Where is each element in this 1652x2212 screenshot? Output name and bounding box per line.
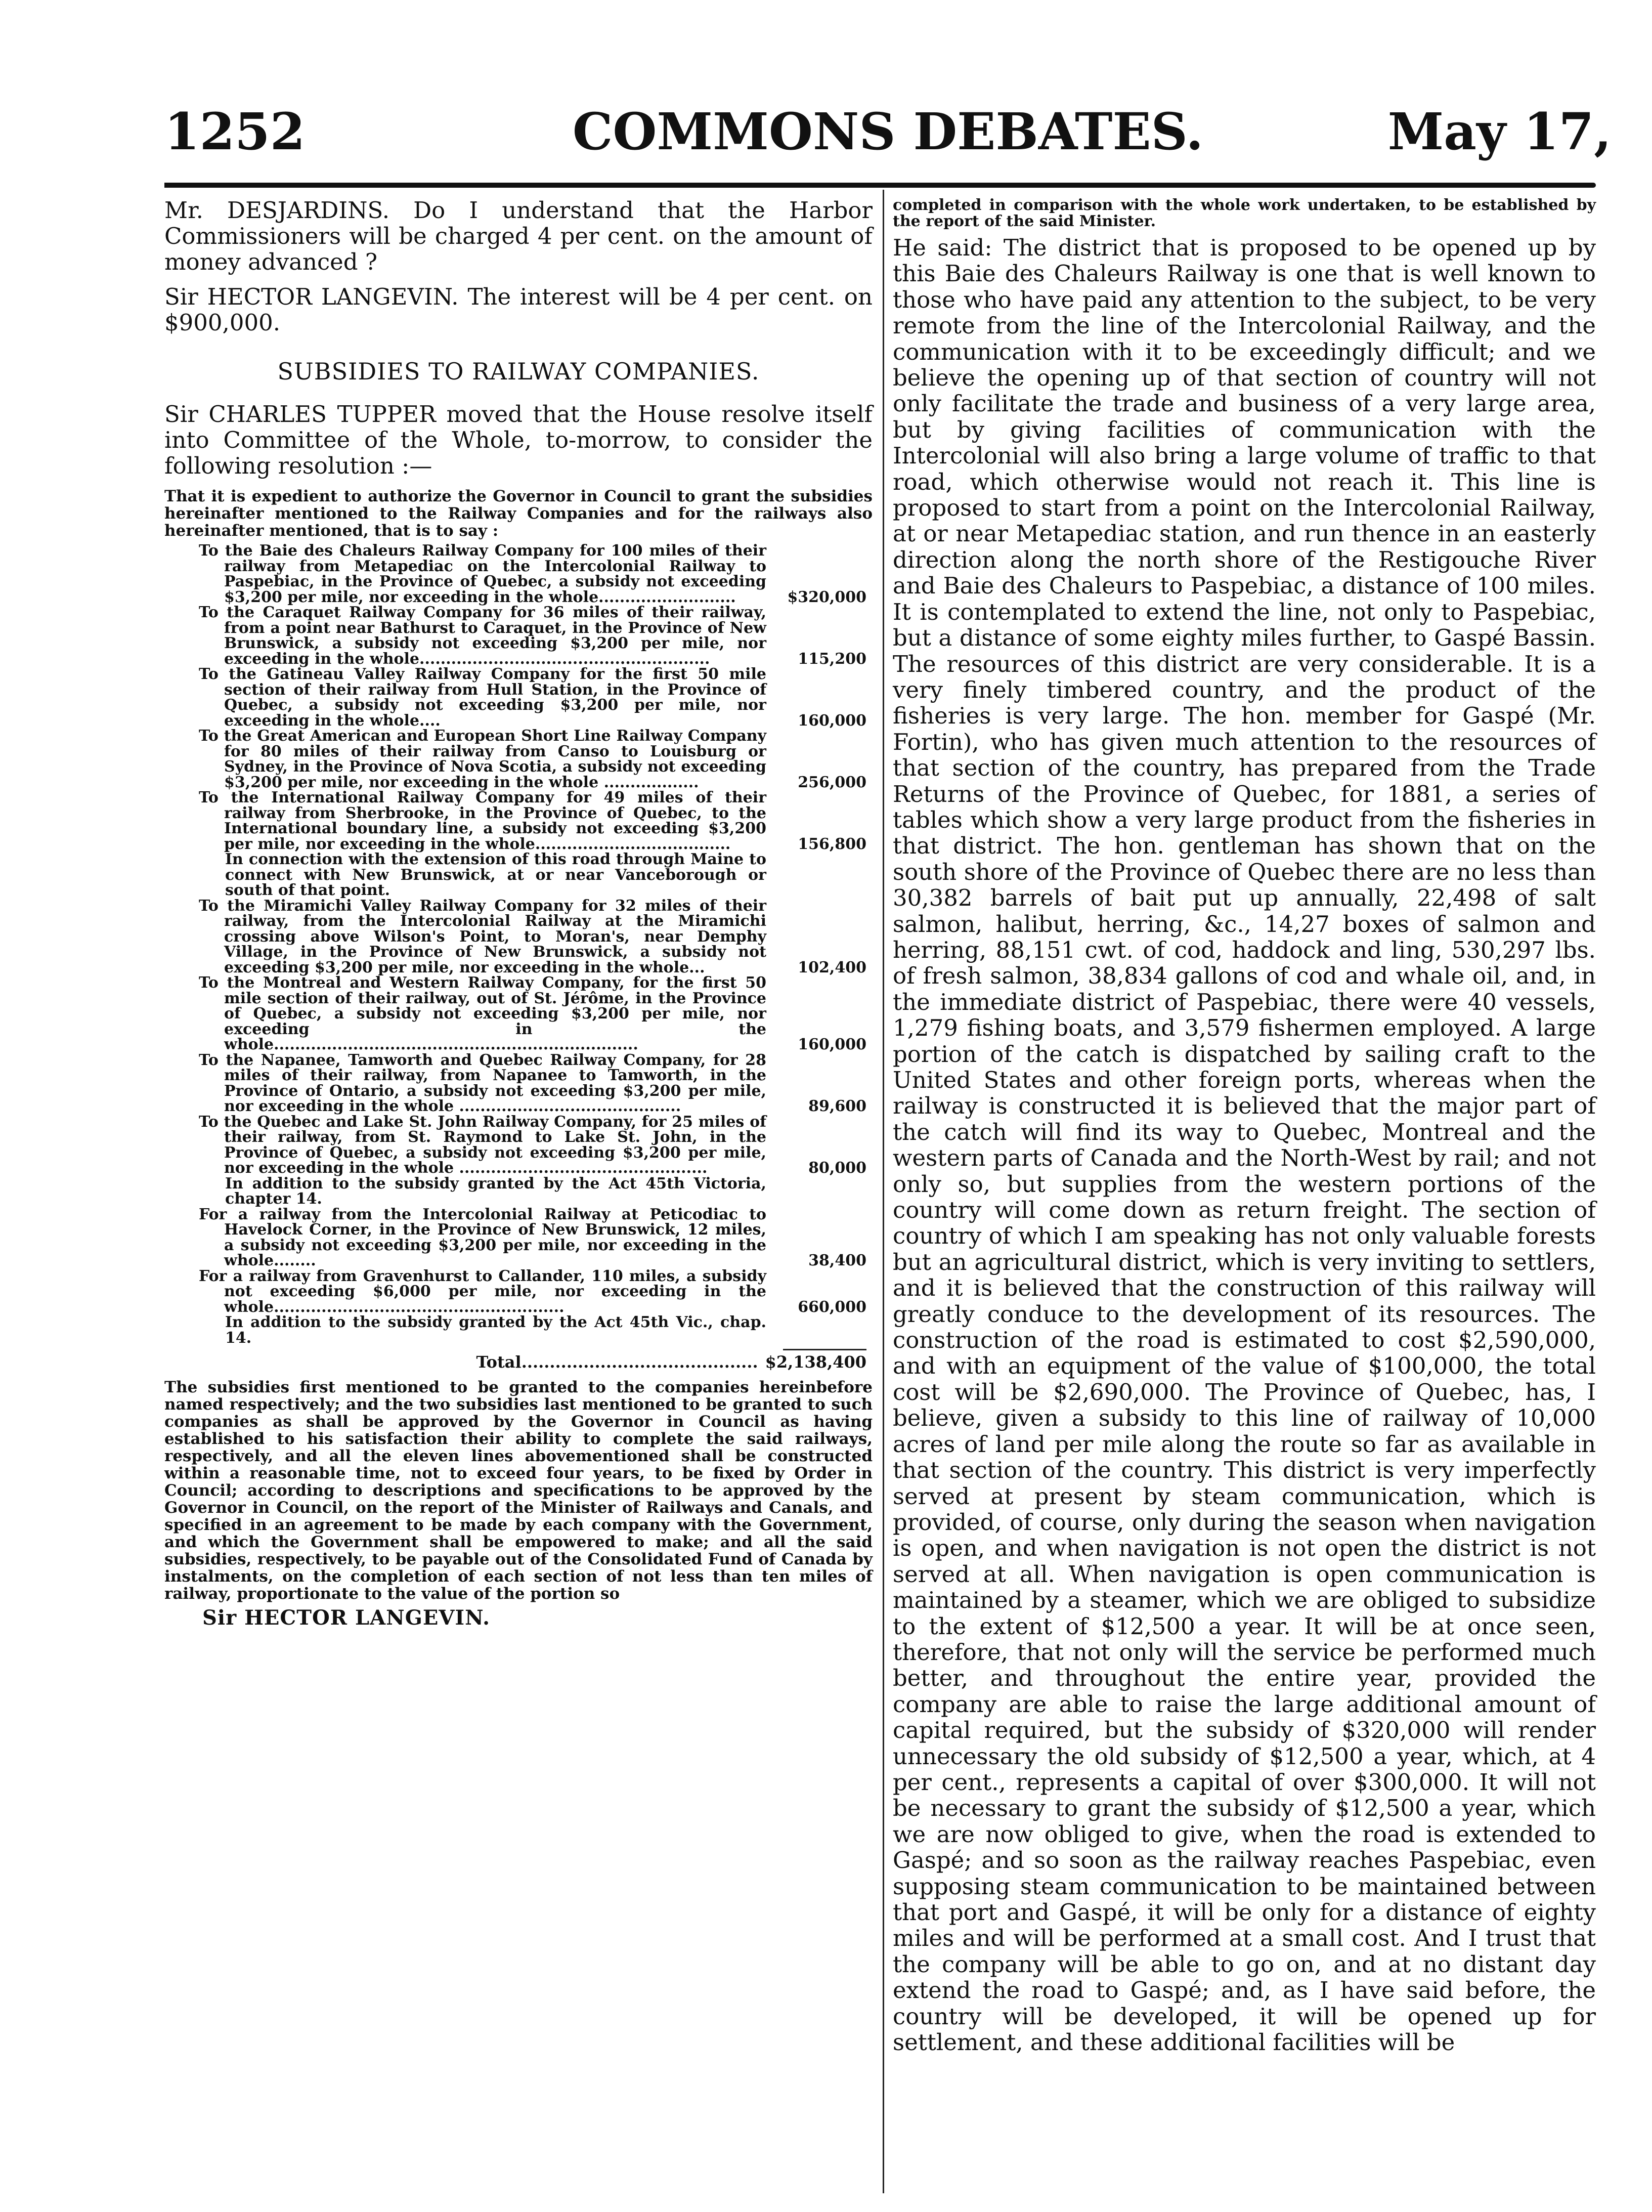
subsidy-amount: 660,000 bbox=[798, 1298, 866, 1316]
page-header bbox=[164, 104, 1612, 172]
total-amount: $2,138,400 bbox=[765, 1352, 866, 1372]
subsidy-description: To the Napanee, Tamworth and Quebec Railway Company, for 28 miles of their railway, from Napanee to Tamworth, in the Province of Ontario, a subsidy not exceeding $3,200 per mile, nor exceeding in the whole .......................................... bbox=[199, 1051, 766, 1115]
subsidy-description: To the Montreal and Western Railway Company, for the first 50 mile section of their railway, out of St. Jérôme, in the Province of Quebec, a subsidy not exceeding $3,200 per mile, nor exceeding in the whole..................................................................... bbox=[199, 974, 766, 1053]
signature: Sir HECTOR LANGEVIN. bbox=[202, 1606, 491, 1630]
page-number: 1252 bbox=[164, 102, 306, 161]
subsidy-note: In addition to the subsidy granted by the Act 45th Victoria, chapter 14. bbox=[225, 1174, 766, 1208]
subsidy-item bbox=[164, 729, 873, 790]
subsidy-item bbox=[164, 1207, 873, 1269]
column-divider bbox=[883, 190, 884, 2193]
subsidy-amount: 156,800 bbox=[798, 835, 866, 853]
speech-langevin: Sir HECTOR LANGEVIN. The interest will be 4 per cent. on $900,000. bbox=[164, 283, 873, 336]
publication-title: COMMONS DEBATES. bbox=[572, 102, 1204, 161]
subsidy-amount: $320,000 bbox=[787, 588, 866, 606]
subsidy-item bbox=[164, 790, 873, 852]
speech-body: He said: The district that is proposed to be opened up by this Baie des Chaleurs Railway is one that is well known to those who have paid any attention to the subject, to be very remote from the line of the Intercolonial Railway, and the communication with it to be exceedingly difficult; and we believe the opening up of that section of country will not only facilitate the trade and business of a very large area, but by giving facilities of communication with the Intercolonial will also bring a large volume of traffic to that road, which otherwise would not reach it. This line is proposed to start from a point on the Intercolonial Railway, at or near Metapediac station, and run thence in an easterly direction along the north shore of the Restigouche River and Baie des Chaleurs to Paspebiac, a distance of 100 miles. It is contemplated to extend the line, not only to Paspebiac, but a distance of some eighty miles further, to Gaspé Bassin. The resources of this district are very considerable. It is a very finely timbered country, and the product of the fisheries is very large. The hon. member for Gaspé (Mr. Fortin), who has given much attention to the resources of that section of the country, has prepared from the Trade Returns of the Province of Quebec, for 1881, a series of tables which show a very large product from the fisheries in that district. The hon. gentleman has shown that on the south shore of the Province of Quebec there are no less than 30,382 barrels of bait put up annually, 22,498 of salt salmon, halibut, herring, &c., 14,27 boxes of salmon and herring, 88,151 cwt. of cod, haddock and ling, 530,297 lbs. of fresh salmon, 38,834 gallons of cod and whale oil, and, in the immediate district of Paspebiac, there were 40 vessels, 1,279 fishing boats, and 3,579 fishermen employed. A large portion of the catch is dispatched by sailing craft to the United States and other foreign ports, whereas when the railway is constructed it is believed that the major part of the catch will find its way to Quebec, Montreal and the western parts of Canada and the North-West by rail; and not only so, but supplies from the western portions of the country will come down as return freight. The section of country of which I am speaking has not only valuable forests but an agricultural district, which is very inviting to settlers, and it is believed that the construction of this railway will greatly conduce to the development of its resources. The construction of the road is estimated to cost $2,590,000, and with an equipment of the value of $100,000, the total cost will be $2,690,000. The Province of Quebec, has, I believe, given a subsidy to this line of railway of 10,000 acres of land per mile along the route so far as available in that section of the country. This district is very imperfectly served at present by steam communication, which is provided, of course, only during the season when navigation is open, and when navigation is not open the district is not served at all. When navigation is open communication is maintained by a steamer, which we are obliged to subsidize to the extent of $12,500 a year. It will be at once seen, therefore, that not only will the service be performed much better, and throughout the entire year, provided the company are able to raise the large additional amount of capital required, but the subsidy of $320,000 will render unnecessary the old subsidy of $12,500 a year, which, at 4 per cent., represents a capital of over $300,000. It will not be necessary to grant the subsidy of $12,500 a year, which we are now obliged to give, when the road is extended to Gaspé; and so soon as the railway reaches Paspebiac, even supposing steam communication to be maintained between that port and Gaspé, it will be only for a distance of eighty miles and will be performed at a small cost. And I trust that the company will be able to go on, and at no distant day extend the road to Gaspé; and, as I have said before, the country will be developed, it will be opened up for settlement, and these additional facilities will be bbox=[893, 234, 1596, 2056]
subsidy-amount: 38,400 bbox=[808, 1252, 866, 1269]
subsidy-description: To the Caraquet Railway Company for 36 miles of their railway, from a point near Bathurst to Caraquet, in the Province of New Brunswick, a subsidy not exceeding $3,200 per mile, nor exceeding in the whole....................................................... bbox=[199, 604, 766, 668]
subsidy-amount: 160,000 bbox=[798, 711, 866, 730]
subsidy-item bbox=[164, 975, 873, 1053]
left-column bbox=[164, 197, 873, 1630]
subsidy-description: For a railway from the Intercolonial Railway at Peticodiac to Havelock Corner, in the Province of New Brunswick, 12 miles, a subsidy not exceeding $3,200 per mile, nor exceeding in the whole........ bbox=[199, 1205, 766, 1269]
subsidy-item bbox=[164, 667, 873, 729]
resolution-closing: The subsidies first mentioned to be granted to the companies hereinbefore named respectively; and the two subsidies last mentioned to be granted to such companies as shall be approved by the Governor in Council as having established to his satisfaction their ability to complete the said railways, respectively, and all the eleven lines abovementioned shall be constructed within a reasonable time, not to exceed four years, to be fixed by Order in Council; according to descriptions and specifications to be approved by the Governor in Council, on the report of the Minister of Railways and Canals, and specified in an agreement to be made by each company with the Government, and which the Government shall be empowered to make; and all the said subsidies, respectively, to be payable out of the Consolidated Fund of Canada by instalments, on the completion of each section of not less than ten miles of railway, proportionate to the value of the portion so bbox=[164, 1378, 873, 1603]
subsidy-amount: 115,200 bbox=[798, 650, 866, 668]
section-heading: SUBSIDIES TO RAILWAY COMPANIES. bbox=[277, 358, 760, 385]
subsidy-item bbox=[164, 605, 873, 667]
resolution-intro: That it is expedient to authorize the Governor in Council to grant the subsidies hereinafter mentioned to the Railway Companies and for the railways also hereinafter mentioned, that is to say : bbox=[164, 487, 873, 540]
subsidy-description: To the Great American and European Short Line Railway Company for 80 miles of their railway from Canso to Louisburg or Sydney, in the Province of Nova Scotia, a subsidy not exceeding $3,200 per mile, nor exceeding in the whole .................. bbox=[199, 727, 766, 791]
subsidy-item bbox=[164, 1115, 873, 1176]
subsidy-description: To the Miramichi Valley Railway Company for 32 miles of their railway, from the Intercolonial Railway at the Miramichi crossing above Wilson's Point, to Moran's, near Demphy Village, in the Province of New Brunswick, a subsidy not exceeding $3,200 per mile, nor exceeding in the whole... bbox=[199, 897, 766, 976]
subsidy-item bbox=[164, 1269, 873, 1315]
subsidy-item bbox=[164, 899, 873, 976]
resolution-continuation: completed in comparison with the whole work undertaken, to be established by the report of the said Minister. bbox=[893, 196, 1596, 230]
subsidy-description: For a railway from Gravenhurst to Callander, 110 miles, a subsidy not exceeding $6,000 per mile, nor exceeding in the whole....................................................... bbox=[199, 1267, 766, 1316]
right-column bbox=[893, 197, 1596, 2055]
subsidy-amount: 160,000 bbox=[798, 1036, 866, 1053]
subsidy-note: In addition to the subsidy granted by the Act 45th Vic., chap. 14. bbox=[225, 1313, 766, 1347]
subsidy-description: To the Baie des Chaleurs Railway Company for 100 miles of their railway from Metapediac on the Intercolonial Railway to Paspebiac, in the Province of Quebec, a subsidy not exceeding $3,200 per mile, nor exceeding in the whole.......................... bbox=[199, 542, 766, 606]
subsidy-amount: 89,600 bbox=[808, 1097, 866, 1115]
total-rule bbox=[783, 1349, 866, 1350]
subsidy-description: To the Quebec and Lake St. John Railway Company, for 25 miles of their railway, from St. Raymond to Lake St. John, in the Province of Quebec, a subsidy not exceeding $3,200 per mile, nor exceeding in the whole ............................................... bbox=[199, 1113, 766, 1177]
subsidy-item bbox=[164, 543, 873, 605]
header-rule bbox=[164, 183, 1596, 188]
total-row bbox=[164, 1352, 873, 1372]
page-date: May 17, bbox=[1387, 102, 1612, 161]
motion-tupper: Sir CHARLES TUPPER moved that the House resolve itself into Committee of the Whole, to-morrow, to consider the following resolution :— bbox=[164, 401, 873, 479]
speech-desjardins: Mr. DESJARDINS. Do I understand that the Harbor Commissioners will be charged 4 per cent. on the amount of money advanced ? bbox=[164, 197, 873, 275]
subsidy-description: To the Gatineau Valley Railway Company for the first 50 mile section of their railway from Hull Station, in the Province of Quebec, a subsidy not exceeding $3,200 per mile, nor exceeding in the whole.... bbox=[199, 665, 766, 730]
subsidy-note: In connection with the extension of this road through Maine to connect with New Brunswick, at or near Vanceborough or south of that point. bbox=[225, 850, 766, 899]
total-label: Total.......................................... bbox=[476, 1352, 758, 1372]
subsidy-amount: 102,400 bbox=[798, 958, 866, 976]
subsidy-amount: 256,000 bbox=[798, 773, 866, 791]
subsidy-list bbox=[164, 543, 873, 1372]
subsidy-item bbox=[164, 1053, 873, 1115]
subsidy-description: To the International Railway Company for 49 miles of their railway from Sherbrooke, in the Province of Quebec, to the International boundary line, a subsidy not exceeding $3,200 per mile, nor exceeding in the whole..................................... bbox=[199, 789, 766, 853]
subsidy-amount: 80,000 bbox=[808, 1159, 866, 1177]
